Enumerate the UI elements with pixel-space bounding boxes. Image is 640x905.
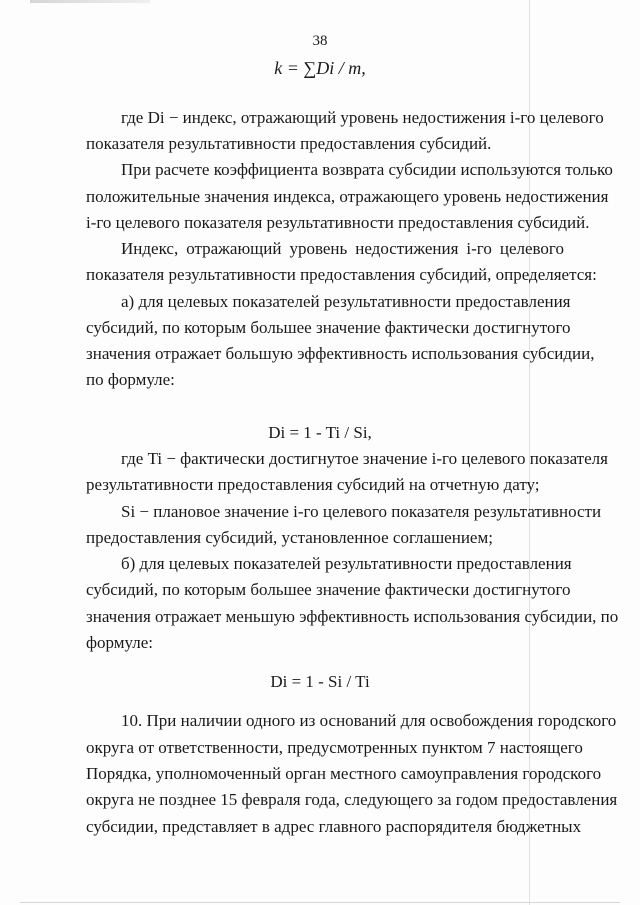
text-line: Индекс, отражающий уровень недостижения i-го целевого — [121, 239, 564, 258]
text-line: округа не позднее 15 февраля года, следующего за годом предоставления — [86, 790, 618, 809]
text-line: результативности предоставления субсидий на отчетную дату; — [86, 475, 540, 494]
text-line: б) для целевых показателей результативности предоставления — [121, 554, 572, 573]
formula-di-a: Di = 1 - Ti / Si, — [268, 423, 372, 442]
text-line: значения отражает большую эффективность использования субсидии, — [86, 344, 595, 363]
text-line: предоставления субсидий, установленное соглашением; — [86, 528, 493, 547]
formula-k: k = ∑Di / m, — [274, 58, 366, 78]
text-line: i-го целевого показателя результативности предоставления субсидий. — [86, 213, 590, 232]
text-line: показателя результативности предоставления субсидий, определяется: — [86, 265, 597, 284]
text-line: Порядка, уполномоченный орган местного самоуправления городского — [86, 764, 602, 783]
text-line: положительные значения индекса, отражающего уровень недостижения — [86, 187, 609, 206]
text-line: значения отражает меньшую эффективность использования субсидии, по — [86, 607, 619, 626]
formula-di-b: Di = 1 - Si / Ti — [270, 672, 370, 691]
text-line: субсидии, представляет в адрес главного распорядителя бюджетных — [86, 817, 582, 836]
text-line: по формуле: — [86, 370, 175, 389]
text-line: а) для целевых показателей результативности предоставления — [121, 292, 571, 311]
text-line: показателя результативности предоставления субсидий. — [86, 134, 492, 153]
text-line: где Ti − фактически достигнутое значение i-го целевого показателя — [121, 449, 608, 468]
scan-artifact-bottom — [20, 902, 620, 903]
text-line: где Di − индекс, отражающий уровень недостижения i-го целевого — [121, 108, 604, 127]
text-line: При расчете коэффициента возврата субсидии используются только — [121, 160, 613, 179]
text-line: субсидий, по которым большее значение фактически достигнутого — [86, 318, 571, 337]
text-line: 10. При наличии одного из оснований для освобождения городского — [121, 711, 617, 730]
text-line: субсидий, по которым большее значение фактически достигнутого — [86, 580, 571, 599]
text-line: округа от ответственности, предусмотренных пунктом 7 настоящего — [86, 738, 583, 757]
text-line: формуле: — [86, 633, 154, 652]
page-number: 38 — [312, 33, 328, 49]
text-line: Si − плановое значение i-го целевого показателя результативности — [121, 502, 602, 521]
scan-artifact-top — [30, 0, 150, 3]
